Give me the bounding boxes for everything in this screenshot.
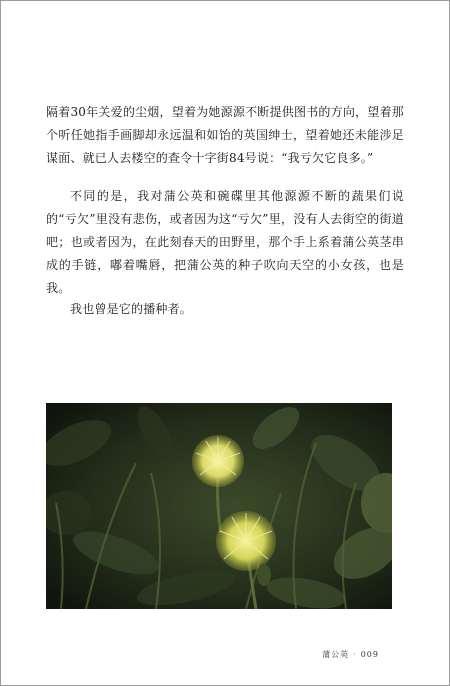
dandelion-photo [46, 403, 392, 609]
body-paragraph-1: 隔着30年关爱的尘烟，望着为她源源不断提供图书的方向，望着那个听任她指手画脚却永远温和如饴的英国绅士，望着她还未能涉足谋面、就已人去楼空的查令十字街84号说：“我亏欠它良多。” [46, 105, 404, 165]
folio-separator: · [353, 650, 357, 659]
body-paragraph-2: 不同的是，我对蒲公英和碗碟里其他源源不断的蔬果们说的“亏欠”里没有悲伤，或者因为这“亏欠”里，没有人去街空的街道吧；也或者因为，在此刻春天的田野里，那个手上系着蒲公英茎串成的手链，嘟着嘴唇，把蒲公英的种子吹向天空的小女孩，也是我。 [46, 189, 404, 295]
page-folio [322, 649, 379, 660]
body-paragraph-3: 我也曾是它的播种者。 [70, 302, 193, 316]
running-title: 蒲公英 [322, 650, 350, 659]
page-number: 009 [360, 650, 379, 659]
